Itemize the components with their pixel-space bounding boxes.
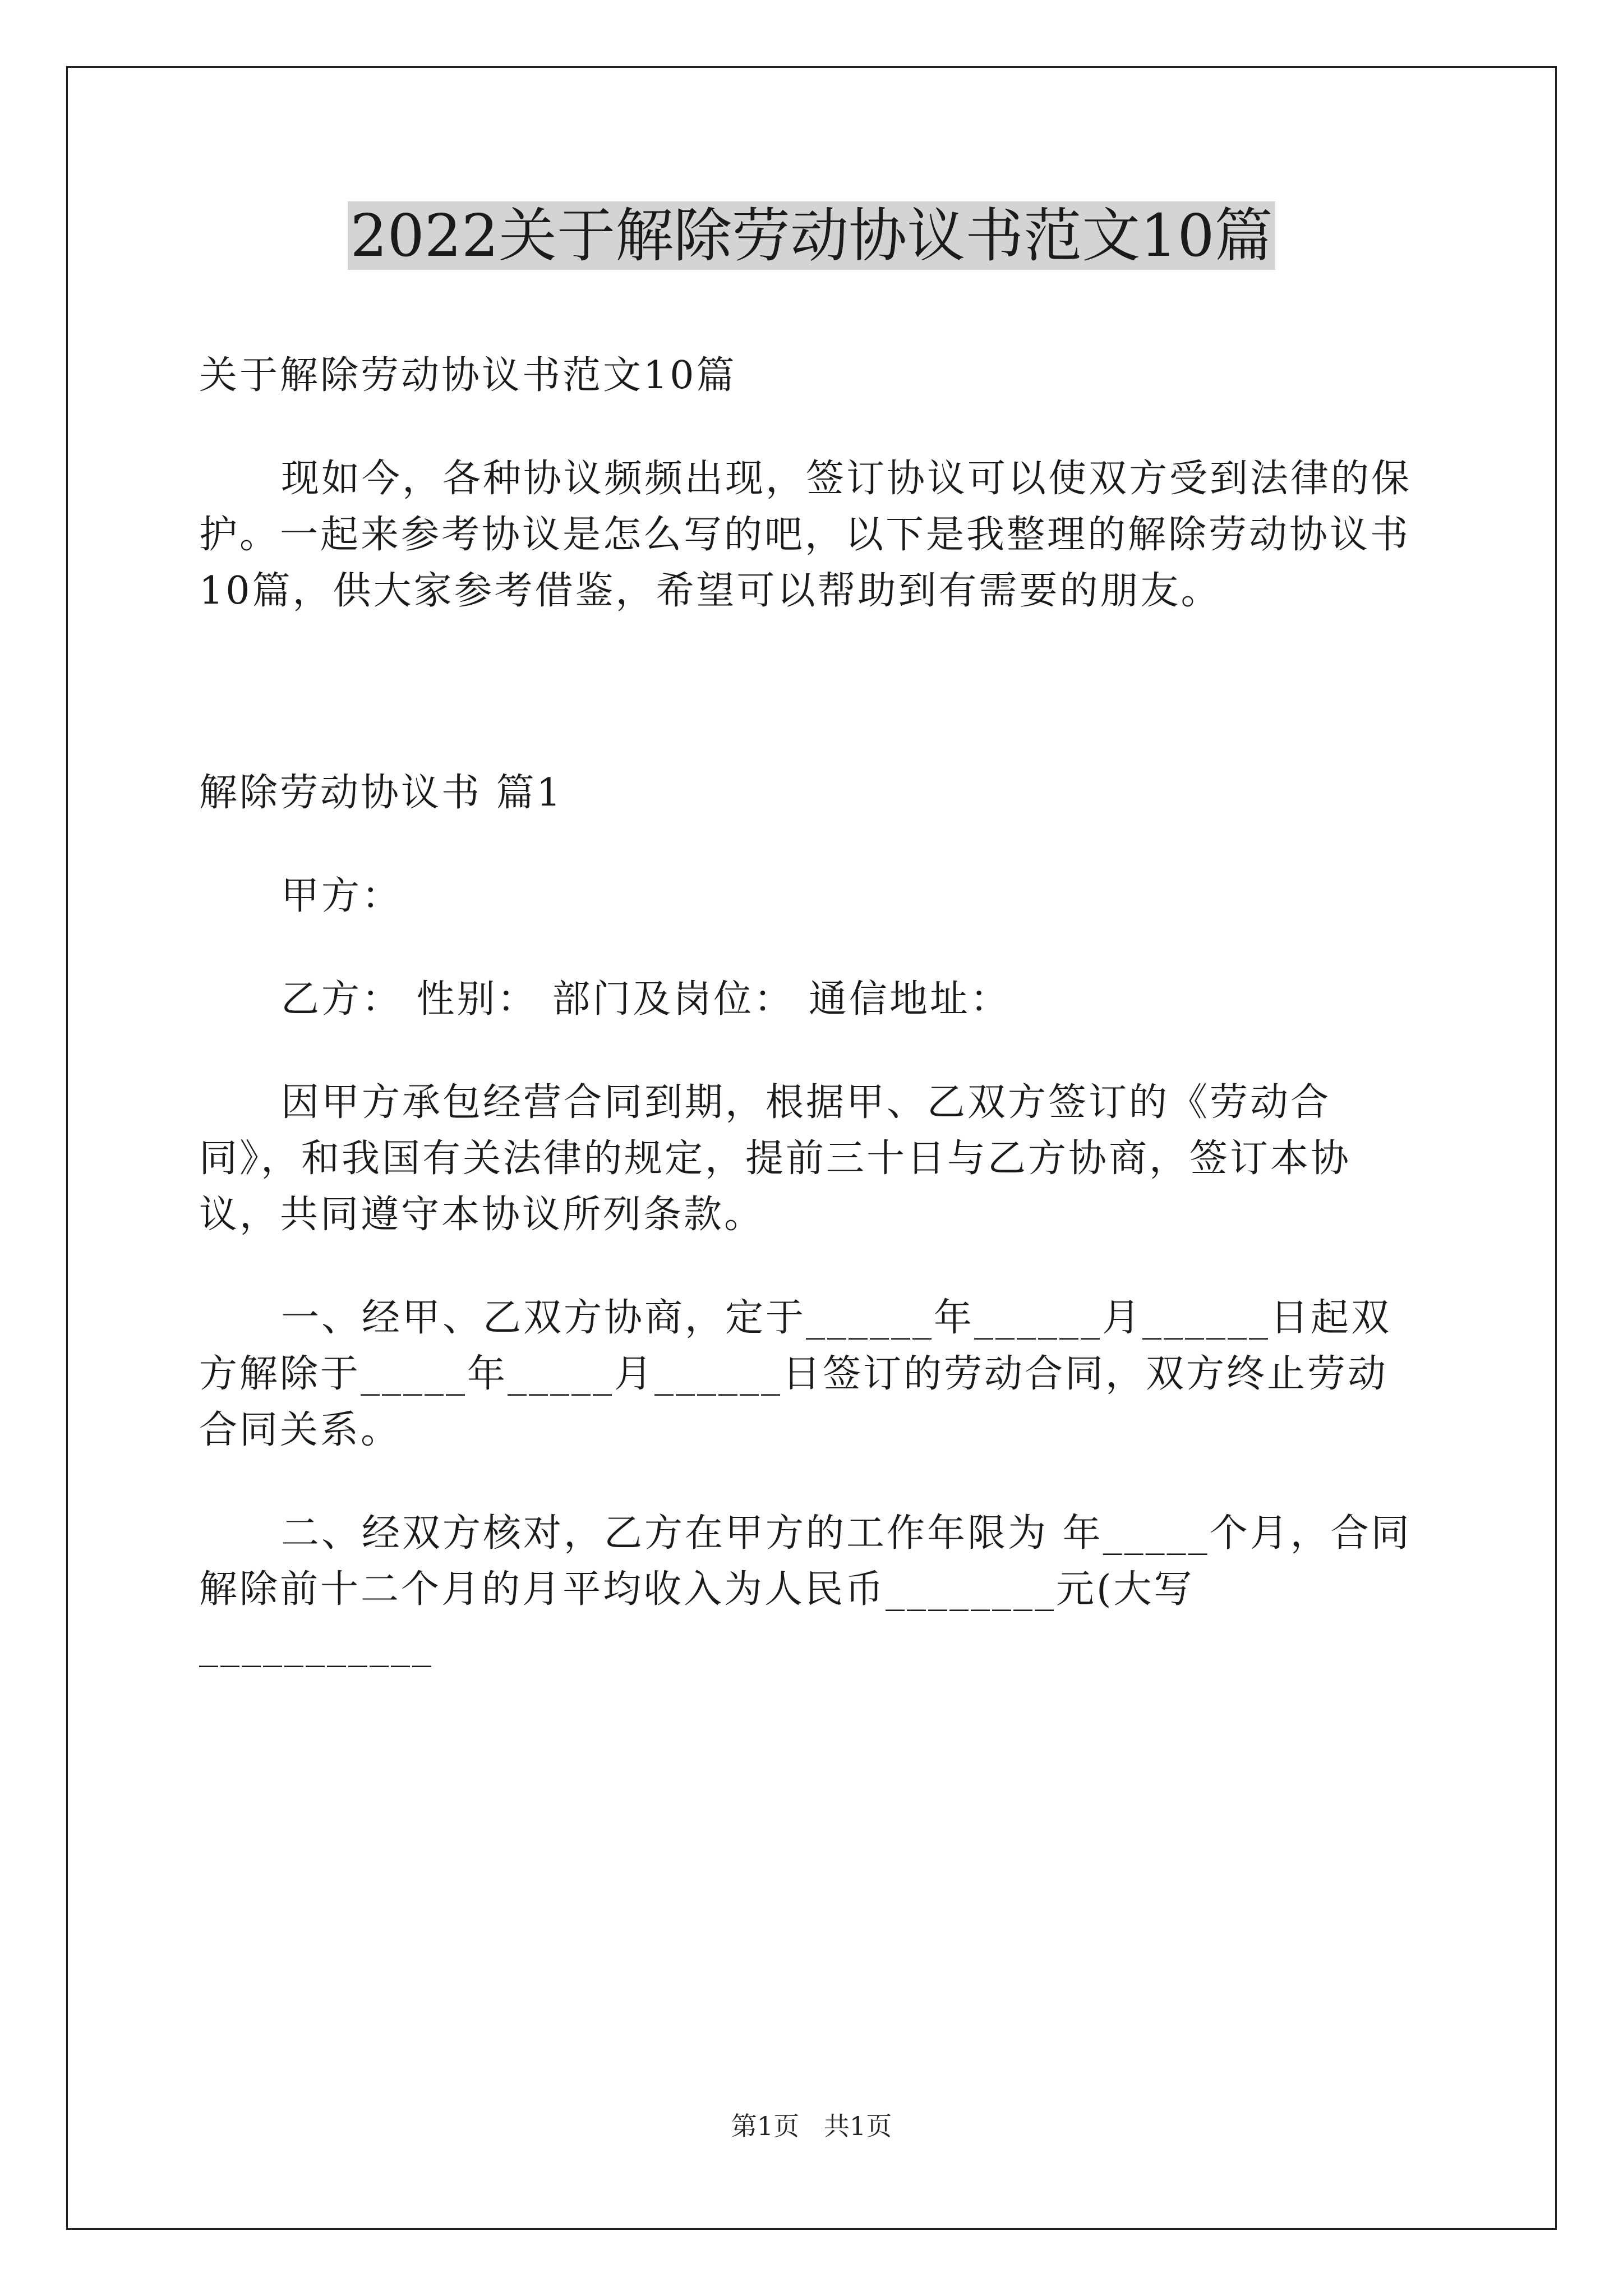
document-title-text: 2022关于解除劳动协议书范文10篇: [348, 201, 1275, 270]
party-a-line: 甲方：: [281, 874, 403, 918]
clause-1: 一、经甲、乙双方协商，定于______年______月______日起双方解除于_____年_____月______日签订的劳动合同，双方终止劳动合同关系。: [199, 1296, 1392, 1452]
document-title: [0, 197, 1623, 274]
document-body: [199, 348, 1427, 1721]
reason-paragraph: 因甲方承包经营合同到期，根据甲、乙双方签订的《劳动合同》，和我国有关法律的规定，提前三十日与乙方协商，签订本协议，共同遵守本协议所列条款。: [199, 1080, 1352, 1237]
section-heading: 解除劳动协议书 篇1: [199, 771, 563, 815]
page-footer: [0, 2109, 1623, 2143]
document-subtitle: 关于解除劳动协议书范文10篇: [199, 353, 737, 398]
clause-2: 二、经双方核对，乙方在甲方的工作年限为 年_____个月，合同解除前十二个月的月平均收入为人民币________元(大写___________: [199, 1511, 1412, 1668]
party-b-line: 乙方： 性别： 部门及岗位： 通信地址：: [281, 977, 1011, 1022]
page-indicator: 第1页 共1页: [731, 2111, 892, 2141]
intro-paragraph: 现如今，各种协议频频出现，签订协议可以使双方受到法律的保护。一起来参考协议是怎么写的吧，以下是我整理的解除劳动协议书10篇，供大家参考借鉴，希望可以帮助到有需要的朋友。: [199, 457, 1412, 613]
